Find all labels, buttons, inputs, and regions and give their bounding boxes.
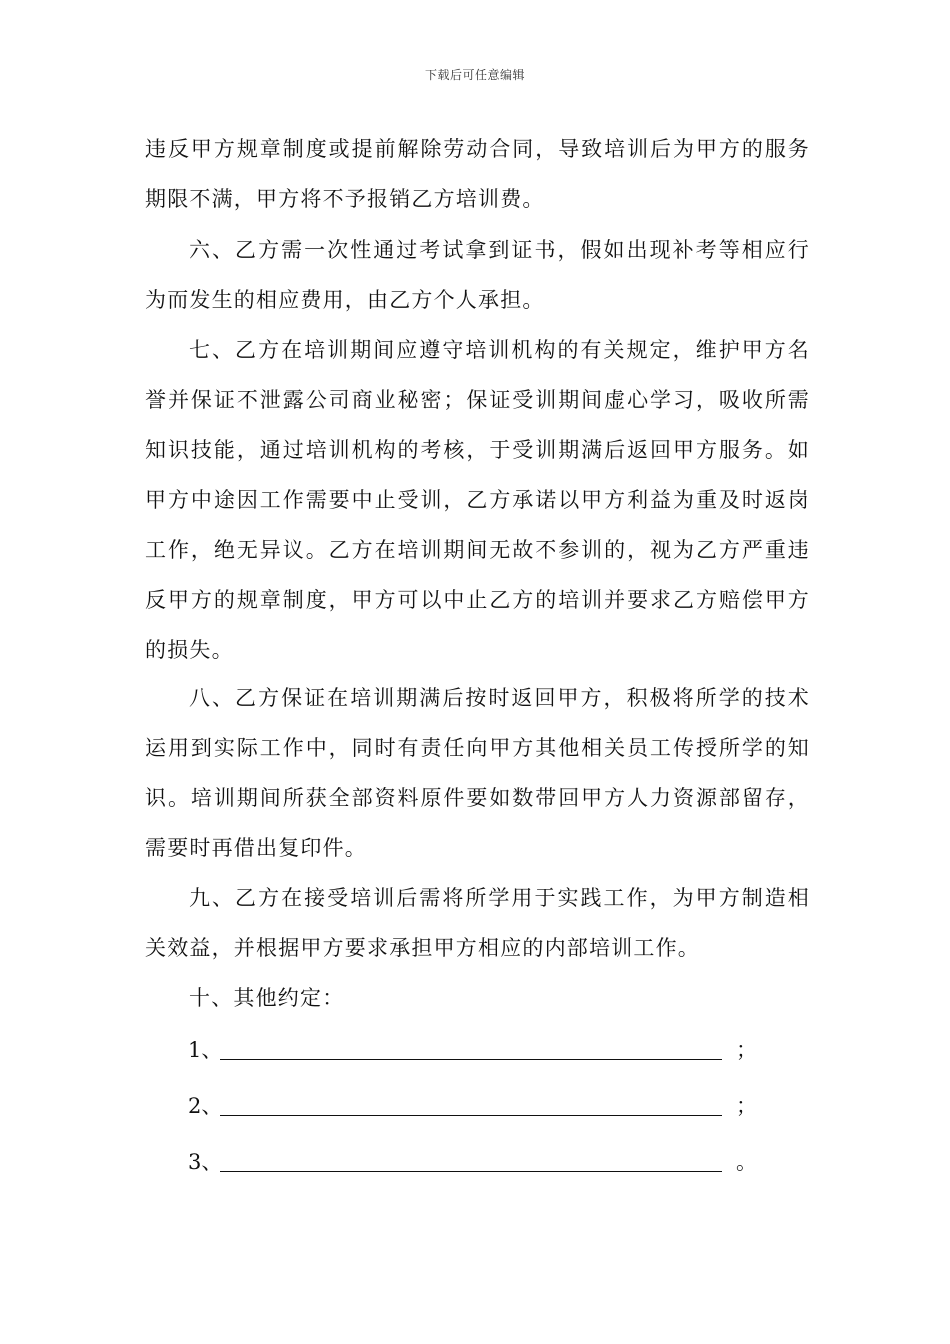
- paragraph-clause-10: 十、其他约定：: [189, 986, 345, 1010]
- paragraph-continuation: 违反甲方规章制度或提前解除劳动合同，导致培训后为甲方的服务期限不满，甲方将不予报销乙方培训费。: [145, 137, 810, 211]
- fill-in-blank[interactable]: [220, 1147, 722, 1172]
- fill-in-blank[interactable]: [220, 1091, 722, 1116]
- blank-line-1: [188, 1032, 768, 1064]
- paragraph-clause-9: 九、乙方在接受培训后需将所学用于实践工作，为甲方制造相关效益，并根据甲方要求承担甲方相应的内部培训工作。: [145, 886, 810, 960]
- page-header: 下载后可任意编辑: [424, 68, 525, 82]
- blank-punctuation: ；: [736, 1038, 757, 1062]
- blank-number: 3、: [188, 1150, 223, 1174]
- blank-punctuation: 。: [736, 1150, 757, 1174]
- blank-line-3: [188, 1144, 768, 1176]
- blank-punctuation: ；: [736, 1094, 757, 1118]
- blank-number: 1、: [188, 1038, 223, 1062]
- paragraph-clause-6: 六、乙方需一次性通过考试拿到证书，假如出现补考等相应行为而发生的相应费用，由乙方个人承担。: [145, 238, 810, 312]
- blank-line-2: [188, 1088, 768, 1120]
- blank-number: 2、: [188, 1094, 223, 1118]
- paragraph-clause-7: 七、乙方在培训期间应遵守培训机构的有关规定，维护甲方名誉并保证不泄露公司商业秘密；保证受训期间虚心学习，吸收所需知识技能，通过培训机构的考核，于受训期满后返回甲方服务。如甲方中途因工作需要中止受训，乙方承诺以甲方利益为重及时返岗工作，绝无异议。乙方在培训期间无故不参训的，视为乙方严重违反甲方的规章制度，甲方可以中止乙方的培训并要求乙方赔偿甲方的损失。: [145, 338, 810, 662]
- fill-in-blank[interactable]: [220, 1035, 722, 1060]
- paragraph-clause-8: 八、乙方保证在培训期满后按时返回甲方，积极将所学的技术运用到实际工作中，同时有责任向甲方其他相关员工传授所学的知识。培训期间所获全部资料原件要如数带回甲方人力资源部留存，需要时再借出复印件。: [145, 686, 810, 860]
